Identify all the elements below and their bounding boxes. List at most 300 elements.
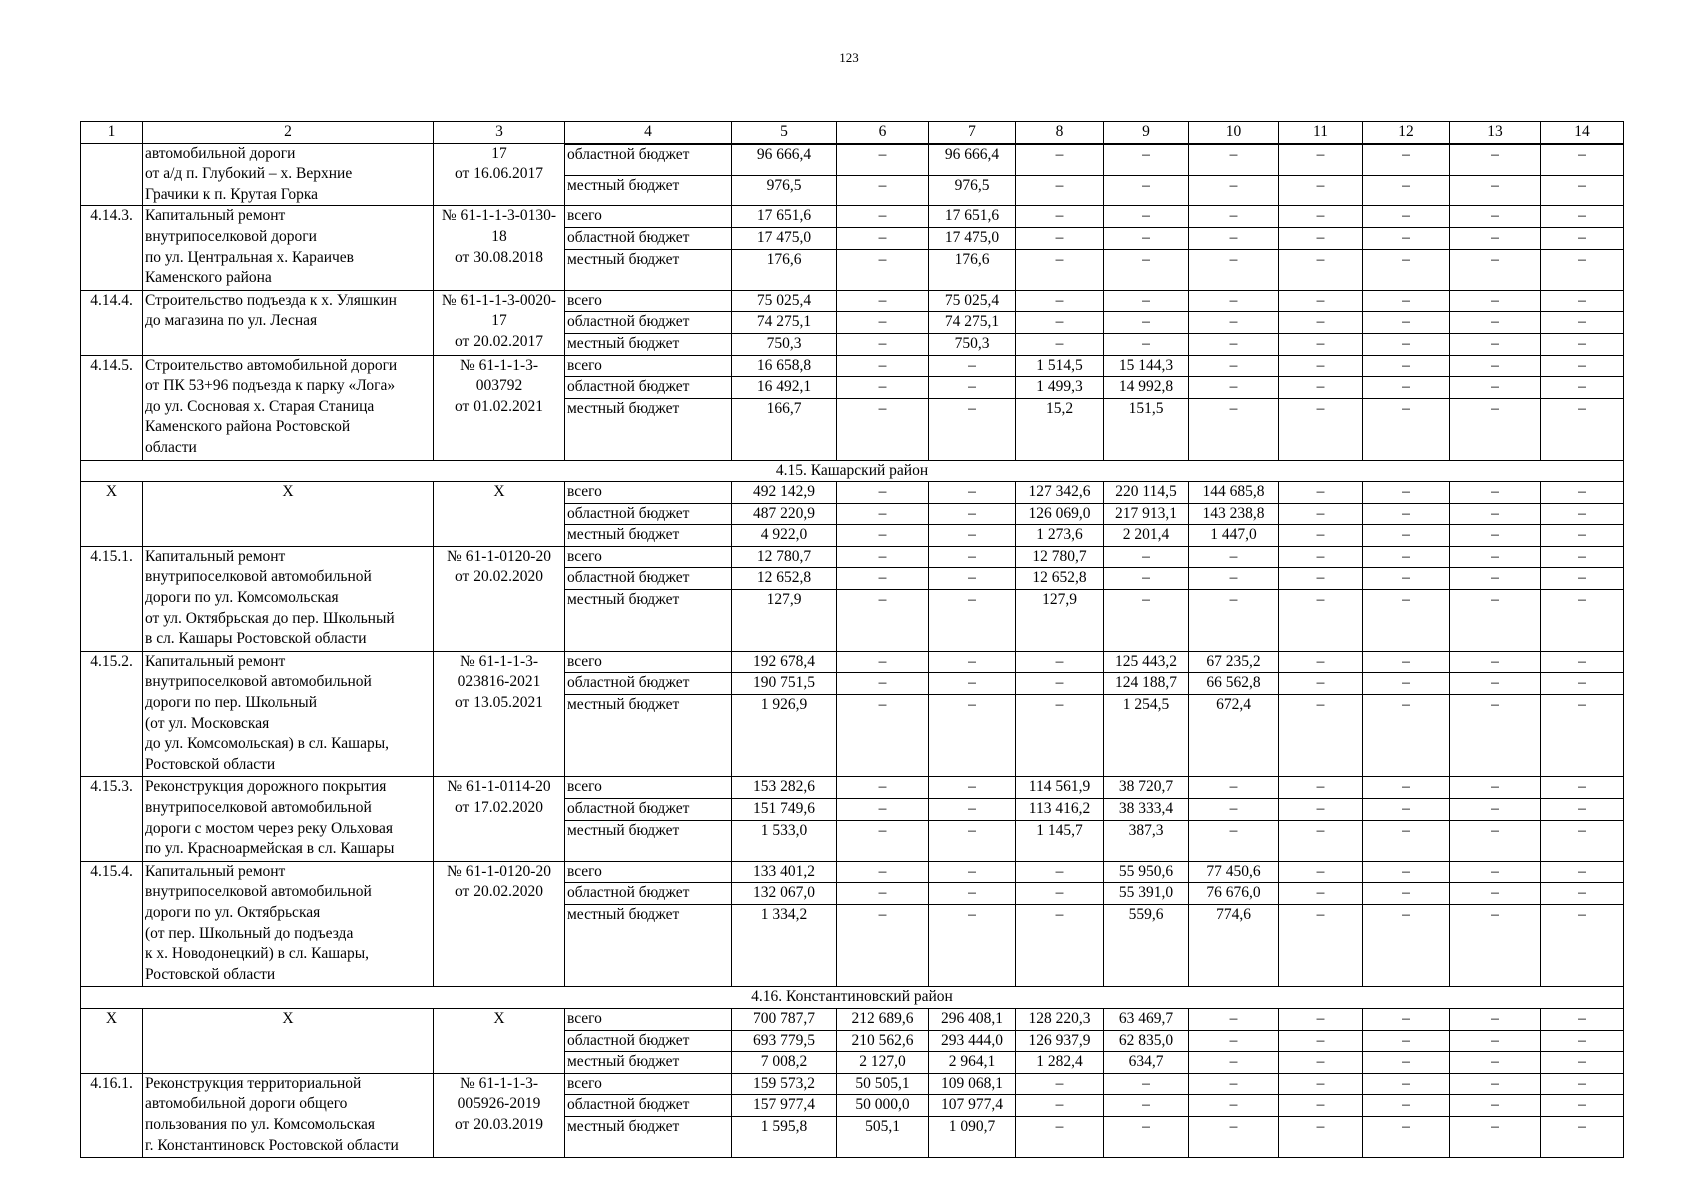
funding-source: всего	[565, 651, 732, 673]
amount-cell: –	[1450, 290, 1541, 312]
amount-cell: –	[929, 482, 1016, 504]
budget-table	[80, 121, 1624, 1158]
amount-cell: –	[1541, 1116, 1624, 1157]
funding-source: областной бюджет	[565, 799, 732, 821]
expertise-document	[434, 651, 565, 777]
amount-cell: 125 443,2	[1104, 651, 1189, 673]
funding-source: всего	[565, 777, 732, 799]
amount-cell: –	[1541, 175, 1624, 206]
amount-cell: 12 652,8	[1016, 568, 1104, 590]
amount-cell: –	[1363, 590, 1450, 652]
table-row	[81, 290, 1624, 312]
expertise-document-line: 003792	[475, 377, 523, 395]
amount-cell: –	[1363, 1009, 1450, 1031]
funding-source: областной бюджет	[565, 227, 732, 249]
amount-cell: 153 282,6	[732, 777, 837, 799]
amount-cell: –	[1541, 651, 1624, 673]
amount-cell: –	[1279, 312, 1363, 334]
amount-cell: –	[1016, 1095, 1104, 1117]
amount-cell: –	[1363, 905, 1450, 987]
amount-cell: –	[1450, 355, 1541, 377]
amount-cell: –	[1363, 1095, 1450, 1117]
amount-cell: 672,4	[1189, 695, 1279, 777]
amount-cell: –	[929, 777, 1016, 799]
funding-source: областной бюджет	[565, 1095, 732, 1117]
amount-cell: –	[837, 525, 929, 547]
funding-source: всего	[565, 206, 732, 228]
expertise-document-line: 023816-2021	[457, 673, 541, 691]
amount-cell: –	[1363, 249, 1450, 290]
funding-source: областной бюджет	[565, 503, 732, 525]
amount-cell: –	[837, 905, 929, 987]
item-name	[143, 143, 434, 206]
amount-cell: 16 492,1	[732, 377, 837, 399]
item-name-line: от ул. Октябрьская до пер. Школьный	[145, 609, 395, 627]
amount-cell: –	[1279, 525, 1363, 547]
amount-cell: –	[1450, 1030, 1541, 1052]
item-number: 4.15.4.	[81, 861, 143, 987]
amount-cell: 96 666,4	[732, 145, 837, 176]
table-row	[81, 355, 1624, 377]
amount-cell: –	[1279, 145, 1363, 176]
item-name-line: внутрипоселковой автомобильной	[145, 673, 372, 691]
amount-cell: –	[1104, 1073, 1189, 1095]
table-body	[81, 143, 1624, 1158]
amount-cell: 1 273,6	[1016, 525, 1104, 547]
amount-cell: –	[929, 695, 1016, 777]
amount-cell: –	[1541, 249, 1624, 290]
amount-cell: –	[1363, 290, 1450, 312]
amount-cell: –	[1450, 673, 1541, 695]
amount-cell: –	[1541, 695, 1624, 777]
amount-cell: –	[837, 290, 929, 312]
amount-cell: 127,9	[732, 590, 837, 652]
amount-cell: 12 780,7	[732, 546, 837, 568]
amount-cell: –	[1541, 355, 1624, 377]
amount-cell: 293 444,0	[929, 1030, 1016, 1052]
column-header: 13	[1450, 122, 1541, 144]
funding-source: всего	[565, 546, 732, 568]
item-number: 4.15.2.	[81, 651, 143, 777]
amount-cell: 151,5	[1104, 398, 1189, 460]
amount-cell: 75 025,4	[732, 290, 837, 312]
amount-cell: –	[1541, 883, 1624, 905]
amount-cell: 387,3	[1104, 820, 1189, 861]
amount-cell: –	[1541, 482, 1624, 504]
amount-cell: 38 333,4	[1104, 799, 1189, 821]
funding-source: местный бюджет	[565, 525, 732, 547]
amount-cell: 126 069,0	[1016, 503, 1104, 525]
amount-cell: –	[929, 905, 1016, 987]
amount-cell: 634,7	[1104, 1052, 1189, 1074]
item-name-line: к х. Новодонецкий) в сл. Кашары,	[145, 945, 370, 963]
amount-cell: –	[1279, 1009, 1363, 1031]
amount-cell: –	[1016, 651, 1104, 673]
amount-cell: 66 562,8	[1189, 673, 1279, 695]
column-header: 4	[565, 122, 732, 144]
amount-cell: –	[1363, 820, 1450, 861]
amount-cell: –	[837, 861, 929, 883]
funding-source: местный бюджет	[565, 820, 732, 861]
expertise-document-line: от 20.02.2020	[455, 568, 543, 586]
amount-cell: –	[1279, 377, 1363, 399]
amount-cell: –	[1363, 227, 1450, 249]
amount-cell: 559,6	[1104, 905, 1189, 987]
amount-cell: –	[1189, 355, 1279, 377]
amount-cell: 143 238,8	[1189, 503, 1279, 525]
amount-cell: 700 787,7	[732, 1009, 837, 1031]
amount-cell: –	[1450, 525, 1541, 547]
amount-cell: 109 068,1	[929, 1073, 1016, 1095]
amount-cell: 693 779,5	[732, 1030, 837, 1052]
amount-cell: –	[929, 590, 1016, 652]
amount-cell: –	[1450, 175, 1541, 206]
amount-cell: –	[1363, 673, 1450, 695]
column-header: 12	[1363, 122, 1450, 144]
amount-cell: 166,7	[732, 398, 837, 460]
amount-cell: 774,6	[1189, 905, 1279, 987]
item-name-line: (от пер. Школьный до подъезда	[145, 924, 354, 942]
column-header: 2	[143, 122, 434, 144]
item-number: Х	[81, 1009, 143, 1074]
amount-cell: –	[1541, 546, 1624, 568]
amount-cell: –	[1363, 883, 1450, 905]
expertise-document-line: 17	[491, 144, 507, 162]
amount-cell: –	[1541, 1095, 1624, 1117]
amount-cell: –	[1104, 590, 1189, 652]
amount-cell: –	[1016, 883, 1104, 905]
amount-cell: 2 201,4	[1104, 525, 1189, 547]
amount-cell: 976,5	[929, 175, 1016, 206]
amount-cell: –	[1363, 398, 1450, 460]
amount-cell: –	[1104, 1095, 1189, 1117]
amount-cell: –	[1450, 546, 1541, 568]
amount-cell: –	[1450, 777, 1541, 799]
amount-cell: –	[1189, 398, 1279, 460]
amount-cell: –	[1363, 1030, 1450, 1052]
amount-cell: –	[1363, 503, 1450, 525]
amount-cell: –	[1363, 1052, 1450, 1074]
amount-cell: –	[1450, 651, 1541, 673]
amount-cell: –	[1279, 227, 1363, 249]
item-name-line: Капитальный ремонт	[145, 652, 286, 670]
amount-cell: –	[929, 673, 1016, 695]
amount-cell: –	[1016, 861, 1104, 883]
funding-source: всего	[565, 290, 732, 312]
amount-cell: –	[1450, 249, 1541, 290]
amount-cell: 1 254,5	[1104, 695, 1189, 777]
amount-cell: –	[1450, 145, 1541, 176]
amount-cell: –	[1189, 249, 1279, 290]
funding-source: областной бюджет	[565, 883, 732, 905]
item-name-line: автомобильной дороги общего	[145, 1095, 348, 1113]
funding-source: областной бюджет	[565, 568, 732, 590]
amount-cell: –	[837, 482, 929, 504]
amount-cell: 133 401,2	[732, 861, 837, 883]
item-number: 4.15.3.	[81, 777, 143, 861]
expertise-document	[434, 546, 565, 651]
amount-cell: –	[1363, 1116, 1450, 1157]
expertise-document-line: от 20.02.2017	[455, 332, 543, 350]
amount-cell: –	[1450, 377, 1541, 399]
amount-cell: –	[1541, 1030, 1624, 1052]
item-name-line: дороги по ул. Октябрьская	[145, 904, 321, 922]
amount-cell: 124 188,7	[1104, 673, 1189, 695]
amount-cell: –	[1279, 673, 1363, 695]
funding-source: всего	[565, 861, 732, 883]
amount-cell: –	[1541, 312, 1624, 334]
item-name	[143, 1073, 434, 1157]
funding-source: местный бюджет	[565, 905, 732, 987]
amount-cell: –	[1450, 1095, 1541, 1117]
amount-cell: –	[1279, 546, 1363, 568]
item-name	[143, 1009, 434, 1074]
amount-cell: –	[1189, 590, 1279, 652]
amount-cell: 63 469,7	[1104, 1009, 1189, 1031]
amount-cell: –	[1189, 799, 1279, 821]
amount-cell: 212 689,6	[837, 1009, 929, 1031]
expertise-document	[434, 777, 565, 861]
amount-cell: 296 408,1	[929, 1009, 1016, 1031]
amount-cell: –	[1541, 525, 1624, 547]
amount-cell: 107 977,4	[929, 1095, 1016, 1117]
amount-cell: 113 416,2	[1016, 799, 1104, 821]
amount-cell: –	[1279, 799, 1363, 821]
amount-cell: –	[1541, 568, 1624, 590]
expertise-document-line: № 61-1-1-3-0020-	[441, 291, 557, 309]
amount-cell: –	[1104, 206, 1189, 228]
amount-cell: –	[1016, 1116, 1104, 1157]
amount-cell: 114 561,9	[1016, 777, 1104, 799]
column-header: 11	[1279, 122, 1363, 144]
amount-cell: 176,6	[929, 249, 1016, 290]
amount-cell: 96 666,4	[929, 145, 1016, 176]
amount-cell: –	[837, 546, 929, 568]
column-header: 10	[1189, 122, 1279, 144]
amount-cell: –	[1450, 905, 1541, 987]
amount-cell: –	[1279, 206, 1363, 228]
amount-cell: –	[837, 777, 929, 799]
item-name-line: Строительство автомобильной дороги	[145, 356, 398, 374]
amount-cell: 77 450,6	[1189, 861, 1279, 883]
amount-cell: –	[1363, 355, 1450, 377]
amount-cell: –	[1450, 861, 1541, 883]
amount-cell: –	[1363, 206, 1450, 228]
amount-cell: –	[837, 333, 929, 355]
expertise-document	[434, 861, 565, 987]
item-name-line: Ростовской области	[145, 965, 276, 983]
amount-cell: 16 658,8	[732, 355, 837, 377]
amount-cell: –	[1279, 503, 1363, 525]
amount-cell: –	[1279, 590, 1363, 652]
amount-cell: 1 145,7	[1016, 820, 1104, 861]
amount-cell: –	[837, 883, 929, 905]
item-number: 4.16.1.	[81, 1073, 143, 1157]
section-row	[81, 460, 1624, 482]
amount-cell: –	[1189, 290, 1279, 312]
amount-cell: –	[1541, 1052, 1624, 1074]
item-name-line: внутрипоселковой автомобильной	[145, 883, 372, 901]
table-row	[81, 861, 1624, 883]
column-header: 5	[732, 122, 837, 144]
expertise-document-line: от 16.06.2017	[455, 165, 543, 183]
amount-cell: –	[837, 590, 929, 652]
amount-cell: 7 008,2	[732, 1052, 837, 1074]
item-number: 4.14.4.	[81, 290, 143, 355]
amount-cell: –	[1363, 651, 1450, 673]
amount-cell: –	[1189, 175, 1279, 206]
amount-cell: –	[837, 398, 929, 460]
amount-cell: –	[1279, 905, 1363, 987]
amount-cell: 50 505,1	[837, 1073, 929, 1095]
amount-cell: –	[837, 503, 929, 525]
table-row	[81, 651, 1624, 673]
amount-cell: –	[1279, 290, 1363, 312]
amount-cell: –	[1279, 1095, 1363, 1117]
amount-cell: –	[929, 377, 1016, 399]
amount-cell: –	[1450, 1052, 1541, 1074]
amount-cell: –	[1279, 777, 1363, 799]
amount-cell: –	[1541, 861, 1624, 883]
item-name-line: до ул. Комсомольская) в сл. Кашары,	[145, 735, 390, 753]
expertise-document	[434, 1073, 565, 1157]
amount-cell: –	[837, 175, 929, 206]
funding-source: всего	[565, 1009, 732, 1031]
amount-cell: –	[1450, 227, 1541, 249]
amount-cell: –	[1189, 206, 1279, 228]
table-row	[81, 206, 1624, 228]
column-header: 6	[837, 122, 929, 144]
amount-cell: –	[929, 355, 1016, 377]
column-header: 8	[1016, 122, 1104, 144]
amount-cell: –	[929, 820, 1016, 861]
amount-cell: –	[1016, 227, 1104, 249]
expertise-document-line: № 61-1-0114-20	[447, 778, 551, 796]
amount-cell: 1 282,4	[1016, 1052, 1104, 1074]
expertise-document-line: от 20.03.2019	[455, 1115, 543, 1133]
amount-cell: 12 780,7	[1016, 546, 1104, 568]
amount-cell: –	[1450, 1073, 1541, 1095]
funding-source: местный бюджет	[565, 1052, 732, 1074]
amount-cell: 2 964,1	[929, 1052, 1016, 1074]
amount-cell: –	[1189, 820, 1279, 861]
amount-cell: –	[1363, 482, 1450, 504]
amount-cell: –	[837, 568, 929, 590]
amount-cell: –	[1279, 333, 1363, 355]
item-name-line: области	[145, 438, 197, 456]
expertise-document-line: № 61-1-0120-20	[447, 547, 551, 565]
amount-cell: –	[1016, 673, 1104, 695]
amount-cell: –	[1450, 820, 1541, 861]
item-name-line: Реконструкция дорожного покрытия	[145, 778, 387, 796]
amount-cell: –	[1189, 1030, 1279, 1052]
amount-cell: –	[1450, 398, 1541, 460]
amount-cell: –	[1541, 1009, 1624, 1031]
amount-cell: 127,9	[1016, 590, 1104, 652]
funding-source: всего	[565, 1073, 732, 1095]
amount-cell: 176,6	[732, 249, 837, 290]
amount-cell: 750,3	[732, 333, 837, 355]
expertise-document-line: от 01.02.2021	[455, 397, 543, 415]
amount-cell: –	[1189, 1052, 1279, 1074]
amount-cell: 2 127,0	[837, 1052, 929, 1074]
amount-cell: –	[1363, 525, 1450, 547]
amount-cell: 217 913,1	[1104, 503, 1189, 525]
amount-cell: –	[1189, 1095, 1279, 1117]
funding-source: местный бюджет	[565, 398, 732, 460]
amount-cell: –	[1450, 1116, 1541, 1157]
amount-cell: –	[1189, 377, 1279, 399]
amount-cell: 4 922,0	[732, 525, 837, 547]
item-number: Х	[81, 482, 143, 547]
column-number-row	[81, 122, 1624, 144]
amount-cell: –	[929, 651, 1016, 673]
column-header: 9	[1104, 122, 1189, 144]
amount-cell: –	[1189, 1116, 1279, 1157]
amount-cell: 74 275,1	[732, 312, 837, 334]
amount-cell: 220 114,5	[1104, 482, 1189, 504]
amount-cell: –	[1279, 249, 1363, 290]
amount-cell: –	[1279, 482, 1363, 504]
amount-cell: –	[1279, 820, 1363, 861]
item-number: 4.15.1.	[81, 546, 143, 651]
amount-cell: 17 651,6	[732, 206, 837, 228]
item-name-line: Каменского района Ростовской	[145, 418, 351, 436]
funding-source: местный бюджет	[565, 1116, 732, 1157]
funding-source: областной бюджет	[565, 145, 732, 176]
amount-cell: 76 676,0	[1189, 883, 1279, 905]
amount-cell: –	[1450, 333, 1541, 355]
item-name-line: Капитальный ремонт	[145, 862, 286, 880]
amount-cell: –	[1541, 145, 1624, 176]
amount-cell: –	[1016, 175, 1104, 206]
amount-cell: 976,5	[732, 175, 837, 206]
amount-cell: –	[1016, 1073, 1104, 1095]
amount-cell: 67 235,2	[1189, 651, 1279, 673]
amount-cell: –	[1541, 398, 1624, 460]
amount-cell: –	[1189, 145, 1279, 176]
amount-cell: –	[1104, 546, 1189, 568]
amount-cell: –	[1541, 590, 1624, 652]
item-name-line: по ул. Красноармейская в сл. Кашары	[145, 840, 395, 858]
expertise-document-line: от 17.02.2020	[455, 799, 543, 817]
amount-cell: 192 678,4	[732, 651, 837, 673]
amount-cell: 62 835,0	[1104, 1030, 1189, 1052]
amount-cell: –	[837, 695, 929, 777]
expertise-document-line: № 61-1-1-3-	[459, 1074, 539, 1092]
item-name-line: Капитальный ремонт	[145, 547, 286, 565]
amount-cell: –	[1189, 1073, 1279, 1095]
item-name-line: по ул. Центральная х. Караичев	[145, 248, 354, 266]
expertise-document	[434, 206, 565, 290]
amount-cell: 17 475,0	[732, 227, 837, 249]
column-header: 3	[434, 122, 565, 144]
amount-cell: –	[1541, 799, 1624, 821]
amount-cell: 159 573,2	[732, 1073, 837, 1095]
amount-cell: –	[1189, 1009, 1279, 1031]
amount-cell: –	[1450, 503, 1541, 525]
item-name	[143, 206, 434, 290]
item-name-line: в сл. Кашары Ростовской области	[145, 630, 367, 648]
amount-cell: 38 720,7	[1104, 777, 1189, 799]
amount-cell: 157 977,4	[732, 1095, 837, 1117]
amount-cell: –	[1450, 482, 1541, 504]
amount-cell: –	[1016, 312, 1104, 334]
amount-cell: –	[1189, 227, 1279, 249]
amount-cell: –	[1363, 777, 1450, 799]
amount-cell: –	[1363, 145, 1450, 176]
amount-cell: –	[1541, 503, 1624, 525]
